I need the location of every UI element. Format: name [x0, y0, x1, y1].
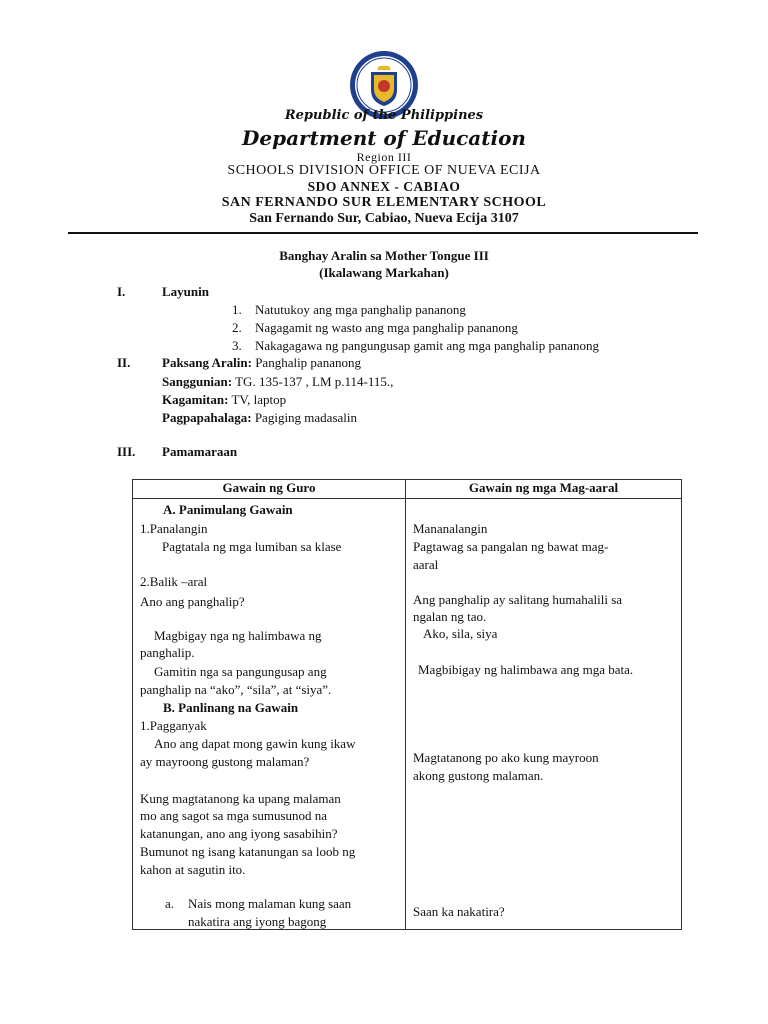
objective-3-text: Nakagagawa ng pangungusap gamit ang mga panghalip pananong: [255, 338, 600, 353]
magaaral-text: Ang panghalip ay salitang humahalili sa: [413, 592, 623, 607]
annex-heading: SDO ANNEX - CABIAO: [307, 179, 461, 194]
header-divider: [68, 232, 698, 234]
paksa-value: Panghalip pananong: [251, 355, 361, 370]
kagamitan-label: Kagamitan:: [162, 392, 229, 407]
sanggunian-value: TG. 135-137 , LM p.114-115.,: [232, 374, 394, 389]
school-heading: SAN FERNANDO SUR ELEMENTARY SCHOOL: [221, 195, 547, 210]
guro-text: 1.Pagganyak: [140, 718, 207, 733]
magaaral-text: Ako, sila, siya: [423, 626, 498, 641]
magaaral-cell: [406, 499, 682, 930]
kagamitan-value: TV, laptop: [228, 392, 287, 407]
school-address: San Fernando Sur, Cabiao, Nueva Ecija 3107: [249, 211, 519, 226]
paksa-line: [162, 355, 361, 371]
magaaral-text: ngalan ng tao.: [413, 609, 487, 624]
objective-3-number: 3.: [232, 338, 242, 353]
guro-text: Ano ang panghalip?: [140, 594, 245, 609]
sanggunian-label: Sanggunian:: [162, 374, 233, 389]
section-1-label: Layunin: [162, 284, 209, 299]
guro-cell: [133, 499, 406, 930]
objective-1-text: Natutukoy ang mga panghalip pananong: [255, 302, 466, 317]
col-guro-header: Gawain ng Guro: [133, 480, 406, 499]
guro-text: nakatira ang iyong bagong: [188, 914, 327, 929]
guro-text: katanungan, ano ang iyong sasabihin?: [140, 826, 338, 841]
magaaral-text: Magbibigay ng halimbawa ang mga bata.: [418, 662, 634, 677]
section-3-number: III.: [117, 444, 136, 459]
guro-text: Pagtatala ng mga lumiban sa klase: [162, 539, 342, 554]
col-magaaral-header: Gawain ng mga Mag-aaral: [406, 480, 682, 499]
objective-2-number: 2.: [232, 320, 242, 335]
magaaral-text: akong gustong malaman.: [413, 768, 544, 783]
objective-2-text: Nagagamit ng wasto ang mga panghalip pananong: [255, 320, 518, 335]
guro-text: ay mayroong gustong malaman?: [140, 754, 310, 769]
guro-text: Bumunot ng isang katanungan sa loob ng: [140, 844, 356, 859]
section-1-number: I.: [117, 284, 126, 299]
panlinang-gawain-heading: B. Panlinang na Gawain: [163, 700, 299, 715]
guro-text: Kung magtatanong ka upang malaman: [140, 791, 341, 806]
magaaral-text: Saan ka nakatira?: [413, 904, 505, 919]
lesson-quarter: (Ikalawang Markahan): [319, 265, 449, 280]
magaaral-text: Mananalangin: [413, 521, 488, 536]
guro-text: panghalip.: [140, 645, 195, 660]
table-row: [133, 499, 682, 930]
section-3-label: Pamamaraan: [162, 444, 238, 459]
guro-text: Magbigay nga ng halimbawa ng: [154, 628, 322, 643]
guro-text: Nais mong malaman kung saan: [188, 896, 352, 911]
guro-text: mo ang sagot sa mga sumusunod na: [140, 808, 328, 823]
region-heading: Region III: [356, 150, 412, 164]
guro-text: kahon at sagutin ito.: [140, 862, 246, 877]
magaaral-text: aaral: [413, 557, 439, 572]
guro-text: panghalip na “ako”, “sila”, at “siya”.: [140, 682, 332, 697]
lesson-plan-table: [132, 479, 682, 930]
guro-text: Ano ang dapat mong gawin kung ikaw: [154, 736, 356, 751]
magaaral-text: Pagtawag sa pangalan ng bawat mag-: [413, 539, 609, 554]
guro-text: Gamitin nga sa pangungusap ang: [154, 664, 327, 679]
guro-item-number: a.: [165, 896, 175, 911]
pagpapahalaga-label: Pagpapahalaga:: [162, 410, 252, 425]
kagamitan-line: [162, 392, 286, 408]
pagpapahalaga-line: [162, 410, 357, 426]
paksa-label: Paksang Aralin:: [162, 355, 252, 370]
guro-text: 2.Balik –aral: [140, 574, 208, 589]
table-header-row: [133, 480, 682, 499]
panimulang-gawain-heading: A. Panimulang Gawain: [163, 502, 293, 517]
sanggunian-line: [162, 374, 393, 390]
section-2-number: II.: [117, 355, 131, 370]
objective-1-number: 1.: [232, 302, 242, 317]
department-heading: Department of Education: [242, 126, 526, 150]
guro-text: 1.Panalangin: [140, 521, 208, 536]
magaaral-text: Magtatanong po ako kung mayroon: [413, 750, 599, 765]
lesson-title: Banghay Aralin sa Mother Tongue III: [279, 248, 489, 263]
republic-heading: Republic of the Philippines: [284, 108, 484, 123]
pagpapahalaga-value: Pagiging madasalin: [251, 410, 358, 425]
division-heading: SCHOOLS DIVISION OFFICE OF NUEVA ECIJA: [227, 163, 541, 178]
